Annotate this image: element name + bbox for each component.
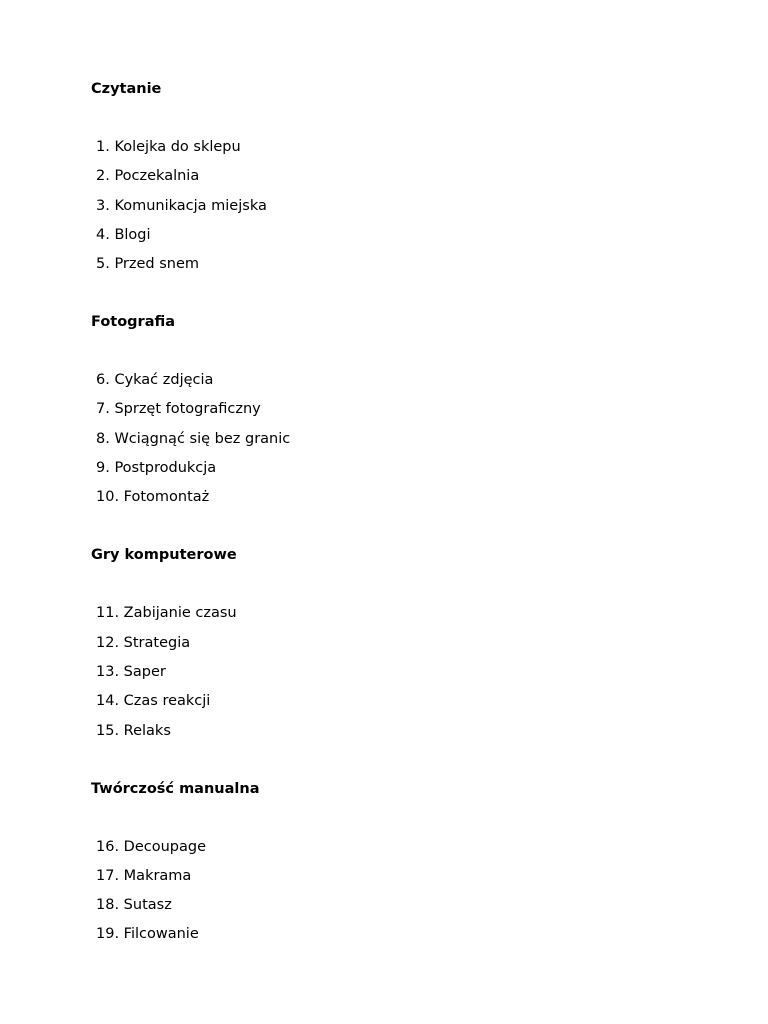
section-title: Czytanie [91,81,162,97]
list-item: 12. Strategia [96,634,191,651]
item-list [91,137,691,274]
section-title: Gry komputerowe [91,547,237,564]
list-item: 2. Poczekalnia [96,168,200,185]
section-fotografia [91,312,691,507]
list-item: 14. Czas reakcji [96,693,211,710]
list-item: 13. Saper [96,663,166,680]
item-list [91,370,691,507]
list-item: 8. Wciągnąć się bez granic [96,430,291,447]
list-item: 3. Komunikacja miejska [96,197,267,214]
section-title: Twórczość manualna [91,780,260,797]
list-item: 5. Przed snem [96,256,200,273]
list-item: 18. Sutasz [96,897,172,914]
list-item: 7. Sprzęt fotograficzny [96,401,261,418]
section-czytanie [91,79,691,274]
section-tworczosc-manualna [91,779,691,945]
list-item: 16. Decoupage [96,838,207,855]
list-item: 10. Fotomontaż [96,489,210,506]
list-item: 15. Relaks [96,722,171,739]
item-list [91,603,691,740]
document-page [91,79,691,982]
list-item: 1. Kolejka do sklepu [96,139,241,155]
list-item: 4. Blogi [96,226,151,243]
item-list [91,837,691,945]
section-title: Fotografia [91,314,176,331]
list-item: 19. Filcowanie [96,926,199,943]
list-item: 11. Zabijanie czasu [96,605,237,622]
section-gry-komputerowe [91,545,691,740]
list-item: 6. Cykać zdjęcia [96,372,214,389]
list-item: 9. Postprodukcja [96,460,217,477]
list-item: 17. Makrama [96,867,192,884]
